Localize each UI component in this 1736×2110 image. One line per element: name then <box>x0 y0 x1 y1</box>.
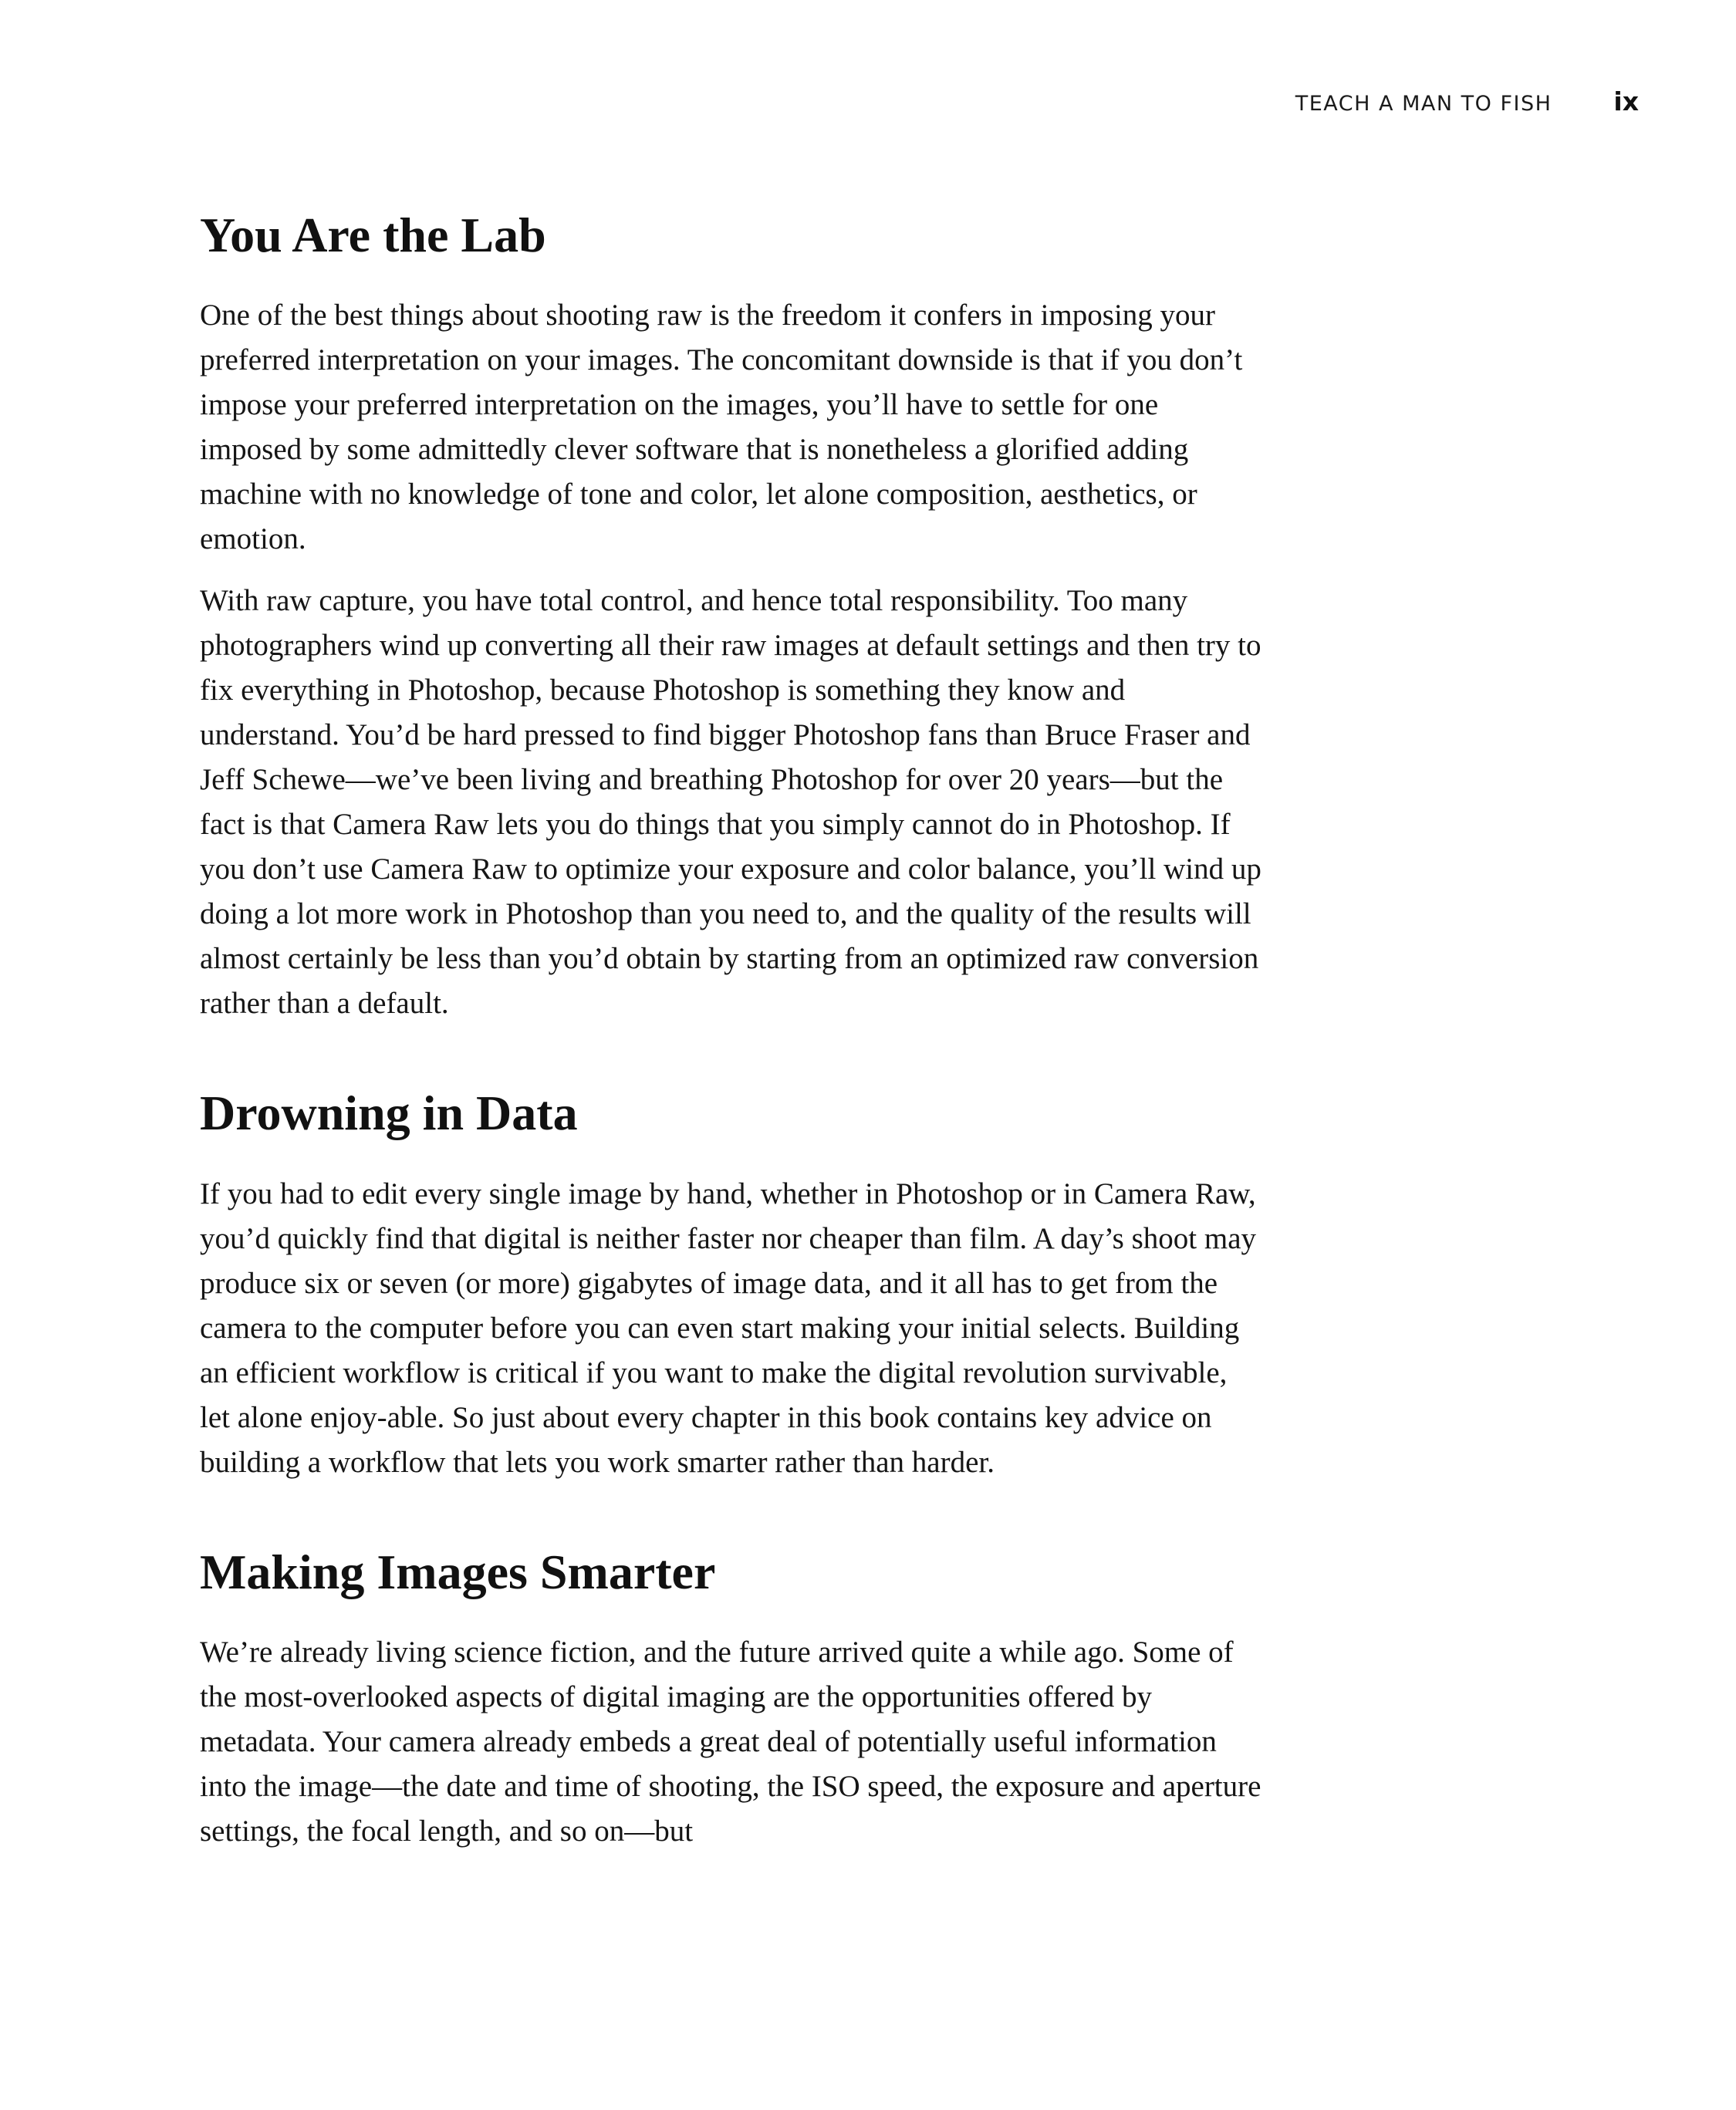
section-you-are-the-lab <box>200 208 1265 1026</box>
section-making-images-smarter <box>200 1545 1265 1854</box>
body-paragraph: One of the best things about shooting raw is the freedom it confers in imposing your preferred interpretation on your images. The concomitant downside is that if you don’t impose your preferred interpretation on the images, you’ll have to settle for one imposed by some admittedly clever software that is nonetheless a glorified adding machine with no knowledge of tone and color, let alone composition, aesthetics, or emotion. <box>200 299 1243 556</box>
section-heading: Drowning in Data <box>200 1085 578 1141</box>
body-paragraph: If you had to edit every single image by hand, whether in Photoshop or in Camera Raw, you’d quickly find that digital is neither faster nor cheaper than film. A day’s shoot may produce six or seven (or more) gigabytes of image data, and it all has to get from the camera to the computer before you can even start making your initial selects. Building an efficient workflow is critical if you want to make the digital revolution survivable, let alone enjoy-able. So just about every chapter in this book contains key advice on building a workflow that lets you work smarter rather than harder. <box>200 1177 1257 1479</box>
section-heading: You Are the Lab <box>200 208 546 262</box>
body-paragraph: With raw capture, you have total control, and hence total responsibility. Too many photographers wind up converting all their raw images at default settings and then try to fix everything in Photoshop, because Photoshop is something they know and understand. You’d be hard pressed to find bigger Photoshop fans than Bruce Fraser and Jeff Schewe—we’ve been living and breathing Photoshop for over 20 years—but the fact is that Camera Raw lets you do things that you simply cannot do in Photoshop. If you don’t use Camera Raw to optimize your exposure and color balance, you’ll wind up doing a lot more work in Photoshop than you need to, and the quality of the results will almost certainly be less than you’d obtain by starting from an optimized raw conversion rather than a default. <box>200 584 1261 1021</box>
running-head <box>1295 86 1639 116</box>
page-body <box>200 208 1265 1871</box>
body-paragraph: We’re already living science fiction, and the future arrived quite a while ago. Some of the most-overlooked aspects of digital imaging are the opportunities offered by metadata. Your camera already embeds a great deal of potentially useful information into the image—the date and time of shooting, the ISO speed, the exposure and aperture settings, the focal length, and so on—but <box>200 1636 1261 1848</box>
running-title: TEACH A MAN TO FISH <box>1295 92 1552 116</box>
section-heading: Making Images Smarter <box>200 1544 716 1599</box>
section-drowning-in-data <box>200 1086 1265 1484</box>
page-number: ix <box>1613 86 1639 116</box>
